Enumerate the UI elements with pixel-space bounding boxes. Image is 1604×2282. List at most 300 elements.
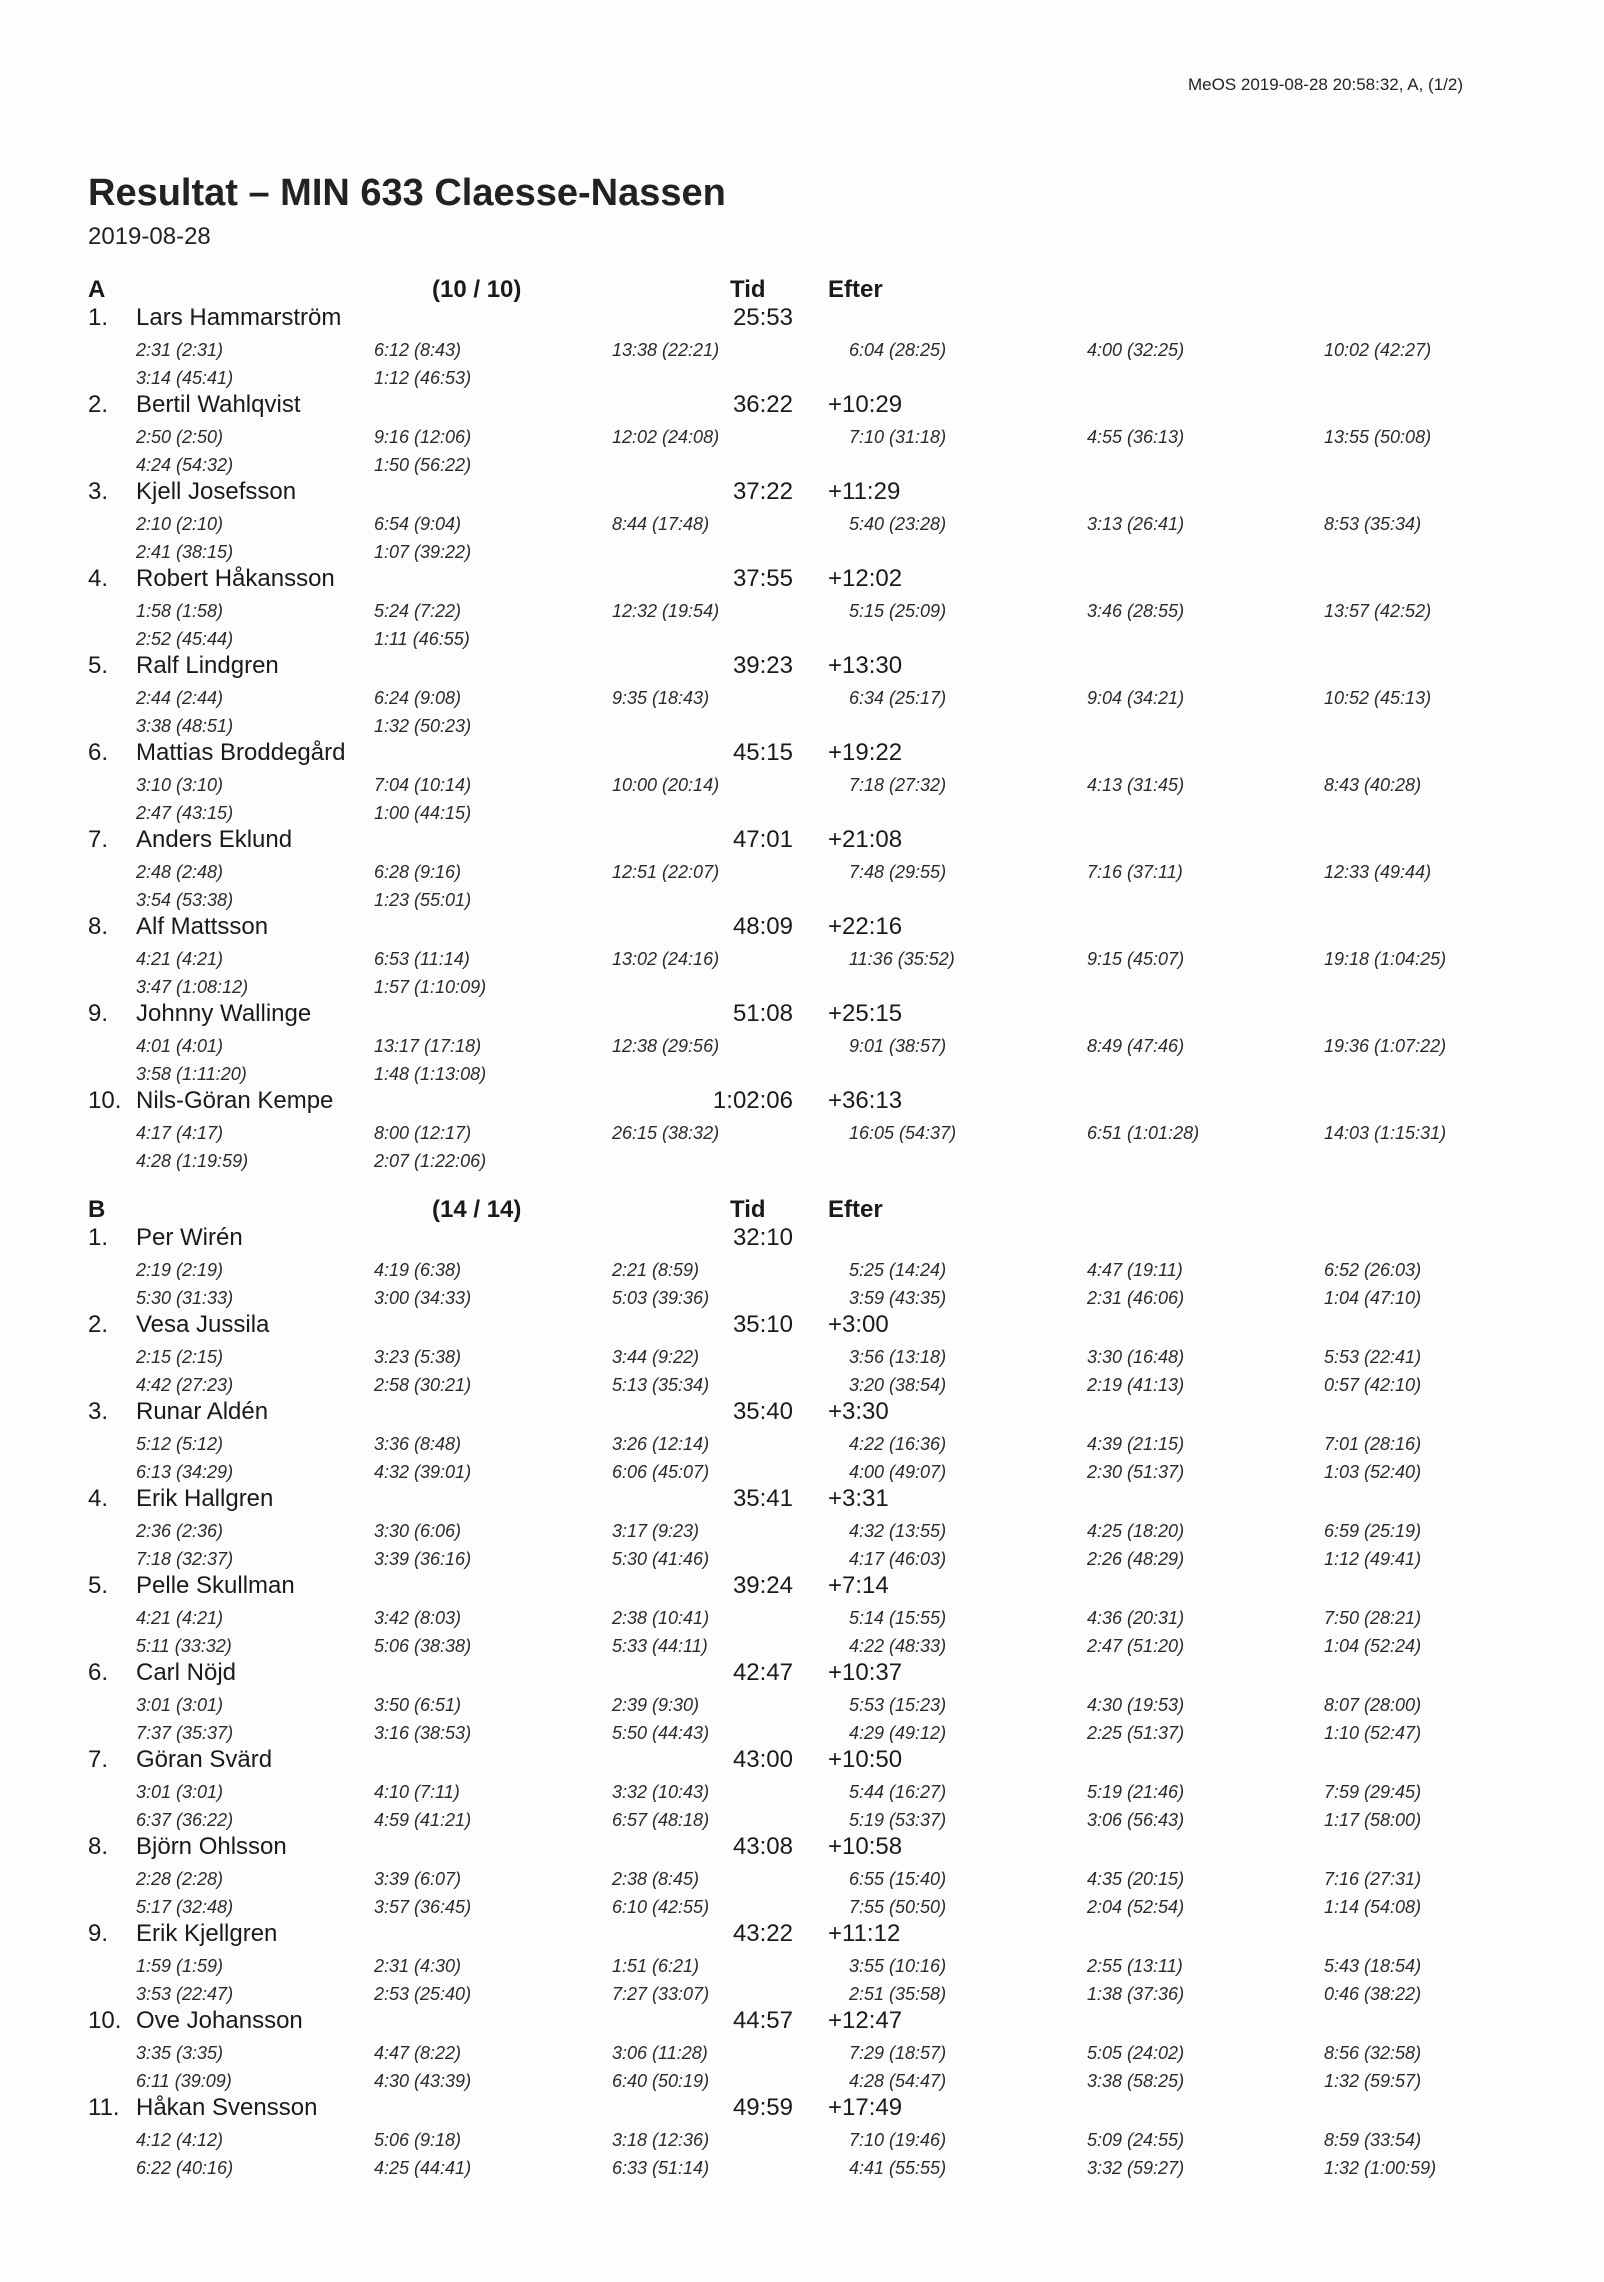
split-time: 8:49 (47:46): [1087, 1036, 1185, 1056]
split-time: 9:16 (12:06): [374, 427, 472, 447]
split-time: 5:40 (23:28): [849, 514, 947, 534]
split-time: 6:54 (9:04): [374, 514, 462, 534]
split-time: 2:28 (2:28): [136, 1869, 224, 1889]
split-time: 7:18 (32:37): [136, 1549, 234, 1569]
result-entry: [0, 913, 1604, 1000]
finish-time: 39:24: [732, 1572, 793, 1599]
split-time: 4:47 (8:22): [374, 2043, 462, 2063]
time-behind: +3:30: [828, 1398, 889, 1425]
time-behind: +3:00: [828, 1311, 889, 1338]
split-time: 10:02 (42:27): [1324, 340, 1432, 360]
split-time: 3:32 (59:27): [1087, 2158, 1185, 2178]
split-times-row: [0, 803, 1604, 827]
finish-time: 37:22: [732, 478, 793, 505]
result-main-row: [0, 304, 1604, 334]
result-entry: [0, 1398, 1604, 1485]
split-time: 3:00 (34:33): [374, 1288, 472, 1308]
split-time: 1:10 (52:47): [1324, 1723, 1422, 1743]
split-time: 4:30 (43:39): [374, 2071, 472, 2091]
finish-time: 44:57: [732, 2007, 793, 2034]
page-title: Resultat – MIN 633 Claesse-Nassen: [88, 172, 726, 214]
time-behind: +7:14: [828, 1572, 889, 1599]
competitor-name: Håkan Svensson: [136, 2094, 318, 2121]
split-times-row: [0, 2071, 1604, 2095]
split-time: 4:55 (36:13): [1087, 427, 1185, 447]
time-column-header: Tid: [730, 1196, 766, 1223]
split-time: 6:59 (25:19): [1324, 1521, 1422, 1541]
split-time: 13:17 (17:18): [374, 1036, 482, 1056]
split-time: 4:59 (41:21): [374, 1810, 472, 1830]
split-time: 1:12 (46:53): [374, 368, 472, 388]
result-main-row: [0, 391, 1604, 421]
time-behind: +10:37: [828, 1659, 903, 1686]
split-time: 0:46 (38:22): [1324, 1984, 1422, 2004]
split-time: 2:51 (35:58): [849, 1984, 947, 2004]
split-time: 5:13 (35:34): [612, 1375, 710, 1395]
split-time: 9:15 (45:07): [1087, 949, 1185, 969]
split-time: 5:44 (16:27): [849, 1782, 947, 1802]
split-time: 1:57 (1:10:09): [374, 977, 487, 997]
split-time: 5:53 (22:41): [1324, 1347, 1422, 1367]
class-label: A: [88, 276, 106, 303]
split-time: 2:47 (43:15): [136, 803, 234, 823]
split-time: 4:47 (19:11): [1087, 1260, 1183, 1280]
finish-time: 51:08: [732, 1000, 793, 1027]
placement: 8.: [88, 1833, 109, 1860]
split-time: 7:16 (27:31): [1324, 1869, 1422, 1889]
split-time: 8:53 (35:34): [1324, 514, 1422, 534]
split-time: 3:46 (28:55): [1087, 601, 1185, 621]
result-main-row: [0, 1833, 1604, 1863]
finish-time: 32:10: [732, 1224, 793, 1251]
split-time: 7:29 (18:57): [849, 2043, 947, 2063]
split-time: 4:29 (49:12): [849, 1723, 947, 1743]
split-time: 1:59 (1:59): [136, 1956, 224, 1976]
split-times-row: [0, 427, 1604, 451]
split-time: 4:17 (4:17): [136, 1123, 224, 1143]
split-time: 6:55 (15:40): [849, 1869, 947, 1889]
page-date: 2019-08-28: [88, 223, 211, 250]
time-behind: +36:13: [828, 1087, 903, 1114]
split-time: 3:16 (38:53): [374, 1723, 472, 1743]
split-times-row: [0, 368, 1604, 392]
finish-time: 35:10: [732, 1311, 793, 1338]
result-main-row: [0, 1398, 1604, 1428]
competitor-name: Runar Aldén: [136, 1398, 269, 1425]
split-time: 5:33 (44:11): [612, 1636, 708, 1656]
time-behind: +3:31: [828, 1485, 889, 1512]
split-time: 7:01 (28:16): [1324, 1434, 1422, 1454]
split-time: 5:12 (5:12): [136, 1434, 224, 1454]
finish-time: 43:00: [732, 1746, 793, 1773]
split-time: 1:04 (52:24): [1324, 1636, 1422, 1656]
split-time: 7:59 (29:45): [1324, 1782, 1422, 1802]
split-time: 4:41 (55:55): [849, 2158, 947, 2178]
split-time: 2:48 (2:48): [136, 862, 224, 882]
split-time: 2:36 (2:36): [136, 1521, 224, 1541]
split-time: 7:04 (10:14): [374, 775, 472, 795]
result-entry: [0, 1746, 1604, 1833]
placement: 7.: [88, 1746, 109, 1773]
result-entry: [0, 826, 1604, 913]
split-time: 13:02 (24:16): [612, 949, 720, 969]
split-time: 1:11 (46:55): [374, 629, 470, 649]
time-behind: +17:49: [828, 2094, 903, 2121]
split-time: 2:19 (41:13): [1087, 1375, 1185, 1395]
split-times-row: [0, 1434, 1604, 1458]
split-time: 8:00 (12:17): [374, 1123, 472, 1143]
split-time: 7:10 (31:18): [849, 427, 947, 447]
split-time: 4:12 (4:12): [136, 2130, 224, 2150]
split-time: 19:18 (1:04:25): [1324, 949, 1447, 969]
split-time: 2:50 (2:50): [136, 427, 224, 447]
split-time: 1:51 (6:21): [612, 1956, 700, 1976]
split-time: 3:30 (6:06): [374, 1521, 462, 1541]
split-time: 3:30 (16:48): [1087, 1347, 1185, 1367]
competitor-name: Erik Kjellgren: [136, 1920, 278, 1947]
split-time: 2:47 (51:20): [1087, 1636, 1185, 1656]
placement: 7.: [88, 826, 109, 853]
split-time: 2:39 (9:30): [612, 1695, 700, 1715]
split-time: 6:34 (25:17): [849, 688, 947, 708]
result-main-row: [0, 826, 1604, 856]
result-entry: [0, 652, 1604, 739]
result-entry: [0, 2094, 1604, 2181]
result-entry: [0, 1833, 1604, 1920]
finish-time: 47:01: [732, 826, 793, 853]
split-time: 2:55 (13:11): [1087, 1956, 1183, 1976]
time-behind: +12:47: [828, 2007, 903, 2034]
finish-time: 43:08: [732, 1833, 793, 1860]
competitor-name: Vesa Jussila: [136, 1311, 270, 1338]
split-time: 5:09 (24:55): [1087, 2130, 1185, 2150]
behind-column-header: Efter: [828, 1196, 883, 1223]
split-time: 26:15 (38:32): [612, 1123, 720, 1143]
split-times-row: [0, 1347, 1604, 1371]
competitor-name: Nils-Göran Kempe: [136, 1087, 334, 1114]
split-time: 4:24 (54:32): [136, 455, 234, 475]
competitor-name: Bertil Wahlqvist: [136, 391, 301, 418]
split-time: 3:01 (3:01): [136, 1782, 224, 1802]
split-time: 6:52 (26:03): [1324, 1260, 1422, 1280]
split-time: 3:55 (10:16): [849, 1956, 947, 1976]
split-time: 5:15 (25:09): [849, 601, 947, 621]
result-entry: [0, 739, 1604, 826]
competitor-name: Ove Johansson: [136, 2007, 303, 2034]
split-time: 3:54 (53:38): [136, 890, 234, 910]
result-main-row: [0, 2007, 1604, 2037]
split-time: 3:06 (11:28): [612, 2043, 708, 2063]
result-entry: [0, 2007, 1604, 2094]
split-time: 5:25 (14:24): [849, 1260, 947, 1280]
split-time: 1:32 (1:00:59): [1324, 2158, 1437, 2178]
split-time: 8:07 (28:00): [1324, 1695, 1422, 1715]
split-time: 7:18 (27:32): [849, 775, 947, 795]
split-times-row: [0, 2158, 1604, 2182]
time-behind: +25:15: [828, 1000, 903, 1027]
split-time: 4:21 (4:21): [136, 1608, 224, 1628]
split-time: 2:31 (2:31): [136, 340, 224, 360]
placement: 10.: [88, 2007, 122, 2034]
split-time: 3:47 (1:08:12): [136, 977, 249, 997]
split-time: 2:10 (2:10): [136, 514, 224, 534]
split-times-row: [0, 1782, 1604, 1806]
section-header: [0, 276, 1604, 306]
split-time: 2:04 (52:54): [1087, 1897, 1185, 1917]
split-time: 8:43 (40:28): [1324, 775, 1422, 795]
split-time: 10:00 (20:14): [612, 775, 720, 795]
split-time: 7:50 (28:21): [1324, 1608, 1422, 1628]
result-main-row: [0, 1311, 1604, 1341]
split-time: 6:53 (11:14): [374, 949, 470, 969]
split-time: 12:38 (29:56): [612, 1036, 720, 1056]
split-time: 3:01 (3:01): [136, 1695, 224, 1715]
finish-time: 36:22: [732, 391, 793, 418]
split-times-row: [0, 1608, 1604, 1632]
split-time: 4:10 (7:11): [374, 1782, 460, 1802]
split-times-row: [0, 862, 1604, 886]
split-time: 3:38 (58:25): [1087, 2071, 1185, 2091]
result-main-row: [0, 1659, 1604, 1689]
split-time: 3:17 (9:23): [612, 1521, 700, 1541]
class-count: (10 / 10): [432, 276, 522, 303]
split-time: 1:17 (58:00): [1324, 1810, 1422, 1830]
placement: 1.: [88, 304, 109, 331]
split-times-row: [0, 775, 1604, 799]
split-time: 2:19 (2:19): [136, 1260, 224, 1280]
split-times-row: [0, 1723, 1604, 1747]
result-main-row: [0, 739, 1604, 769]
split-time: 4:22 (48:33): [849, 1636, 947, 1656]
split-time: 1:14 (54:08): [1324, 1897, 1422, 1917]
split-time: 12:51 (22:07): [612, 862, 720, 882]
finish-time: 35:41: [732, 1485, 793, 1512]
split-time: 4:32 (13:55): [849, 1521, 947, 1541]
result-entry: [0, 1087, 1604, 1174]
split-times-row: [0, 1984, 1604, 2008]
split-time: 6:12 (8:43): [374, 340, 462, 360]
finish-time: 43:22: [732, 1920, 793, 1947]
split-time: 7:55 (50:50): [849, 1897, 947, 1917]
result-entry: [0, 391, 1604, 478]
result-main-row: [0, 1572, 1604, 1602]
split-time: 5:30 (41:46): [612, 1549, 710, 1569]
split-time: 3:32 (10:43): [612, 1782, 710, 1802]
time-behind: +10:58: [828, 1833, 903, 1860]
split-time: 3:14 (45:41): [136, 368, 234, 388]
split-time: 1:07 (39:22): [374, 542, 472, 562]
placement: 9.: [88, 1920, 109, 1947]
placement: 2.: [88, 391, 109, 418]
split-time: 2:44 (2:44): [136, 688, 224, 708]
result-main-row: [0, 1224, 1604, 1254]
result-main-row: [0, 652, 1604, 682]
split-times-row: [0, 1260, 1604, 1284]
finish-time: 49:59: [732, 2094, 793, 2121]
split-time: 7:10 (19:46): [849, 2130, 947, 2150]
finish-time: 48:09: [732, 913, 793, 940]
split-time: 3:57 (36:45): [374, 1897, 472, 1917]
placement: 1.: [88, 1224, 109, 1251]
result-entry: [0, 478, 1604, 565]
split-time: 6:28 (9:16): [374, 862, 462, 882]
split-time: 3:23 (5:38): [374, 1347, 462, 1367]
split-time: 5:03 (39:36): [612, 1288, 710, 1308]
split-time: 0:57 (42:10): [1324, 1375, 1422, 1395]
split-time: 2:53 (25:40): [374, 1984, 472, 2004]
split-time: 8:56 (32:58): [1324, 2043, 1422, 2063]
result-entry: [0, 1485, 1604, 1572]
split-time: 3:10 (3:10): [136, 775, 224, 795]
split-time: 2:21 (8:59): [612, 1260, 700, 1280]
split-time: 5:30 (31:33): [136, 1288, 234, 1308]
split-time: 1:03 (52:40): [1324, 1462, 1422, 1482]
split-time: 6:51 (1:01:28): [1087, 1123, 1200, 1143]
split-time: 3:18 (12:36): [612, 2130, 710, 2150]
split-time: 1:32 (50:23): [374, 716, 472, 736]
split-time: 4:01 (4:01): [136, 1036, 224, 1056]
split-time: 1:04 (47:10): [1324, 1288, 1422, 1308]
class-count: (14 / 14): [432, 1196, 522, 1223]
split-time: 4:36 (20:31): [1087, 1608, 1185, 1628]
finish-time: 25:53: [732, 304, 793, 331]
split-time: 6:33 (51:14): [612, 2158, 710, 2178]
split-time: 9:04 (34:21): [1087, 688, 1185, 708]
split-time: 4:32 (39:01): [374, 1462, 472, 1482]
split-times-row: [0, 629, 1604, 653]
split-time: 5:19 (21:46): [1087, 1782, 1185, 1802]
split-time: 5:17 (32:48): [136, 1897, 234, 1917]
split-time: 3:39 (36:16): [374, 1549, 472, 1569]
competitor-name: Pelle Skullman: [136, 1572, 295, 1599]
split-time: 3:44 (9:22): [612, 1347, 700, 1367]
split-time: 4:25 (18:20): [1087, 1521, 1185, 1541]
split-time: 1:12 (49:41): [1324, 1549, 1422, 1569]
competitor-name: Johnny Wallinge: [136, 1000, 312, 1027]
split-times-row: [0, 340, 1604, 364]
competitor-name: Erik Hallgren: [136, 1485, 274, 1512]
split-time: 5:05 (24:02): [1087, 2043, 1185, 2063]
split-times-row: [0, 601, 1604, 625]
split-times-row: [0, 2130, 1604, 2154]
split-time: 11:36 (35:52): [849, 949, 955, 969]
split-times-row: [0, 1869, 1604, 1893]
competitor-name: Lars Hammarström: [136, 304, 342, 331]
result-main-row: [0, 478, 1604, 508]
split-time: 5:11 (33:32): [136, 1636, 232, 1656]
split-time: 7:48 (29:55): [849, 862, 947, 882]
split-time: 1:50 (56:22): [374, 455, 472, 475]
time-behind: +10:50: [828, 1746, 903, 1773]
time-behind: +11:12: [828, 1920, 901, 1947]
split-time: 1:38 (37:36): [1087, 1984, 1185, 2004]
time-column-header: Tid: [730, 276, 766, 303]
placement: 5.: [88, 652, 109, 679]
split-times-row: [0, 1636, 1604, 1660]
split-time: 4:13 (31:45): [1087, 775, 1185, 795]
split-time: 1:58 (1:58): [136, 601, 224, 621]
split-times-row: [0, 688, 1604, 712]
finish-time: 39:23: [732, 652, 793, 679]
split-time: 4:17 (46:03): [849, 1549, 947, 1569]
split-time: 8:44 (17:48): [612, 514, 710, 534]
split-time: 4:30 (19:53): [1087, 1695, 1185, 1715]
result-main-row: [0, 1000, 1604, 1030]
split-time: 7:16 (37:11): [1087, 862, 1183, 882]
split-time: 4:25 (44:41): [374, 2158, 472, 2178]
result-entry: [0, 1224, 1604, 1311]
split-time: 2:07 (1:22:06): [374, 1151, 487, 1171]
result-entry: [0, 1000, 1604, 1087]
split-time: 16:05 (54:37): [849, 1123, 957, 1143]
split-time: 7:27 (33:07): [612, 1984, 710, 2004]
split-time: 4:35 (20:15): [1087, 1869, 1185, 1889]
split-time: 4:28 (1:19:59): [136, 1151, 249, 1171]
split-time: 8:59 (33:54): [1324, 2130, 1422, 2150]
section-header: [0, 1196, 1604, 1226]
split-time: 4:00 (32:25): [1087, 340, 1185, 360]
split-time: 3:26 (12:14): [612, 1434, 710, 1454]
split-time: 3:50 (6:51): [374, 1695, 462, 1715]
split-time: 2:31 (46:06): [1087, 1288, 1185, 1308]
finish-time: 35:40: [732, 1398, 793, 1425]
split-times-row: [0, 2043, 1604, 2067]
competitor-name: Björn Ohlsson: [136, 1833, 287, 1860]
split-time: 9:35 (18:43): [612, 688, 710, 708]
time-behind: +19:22: [828, 739, 903, 766]
split-time: 2:15 (2:15): [136, 1347, 224, 1367]
placement: 3.: [88, 1398, 109, 1425]
split-time: 4:42 (27:23): [136, 1375, 234, 1395]
split-time: 3:06 (56:43): [1087, 1810, 1185, 1830]
placement: 6.: [88, 1659, 109, 1686]
split-times-row: [0, 1288, 1604, 1312]
finish-time: 45:15: [732, 739, 793, 766]
result-main-row: [0, 1920, 1604, 1950]
placement: 4.: [88, 1485, 109, 1512]
split-time: 2:41 (38:15): [136, 542, 234, 562]
split-times-row: [0, 514, 1604, 538]
split-time: 5:50 (44:43): [612, 1723, 710, 1743]
split-time: 5:06 (38:38): [374, 1636, 472, 1656]
result-main-row: [0, 565, 1604, 595]
split-times-row: [0, 1956, 1604, 1980]
class-label: B: [88, 1196, 106, 1223]
split-time: 4:39 (21:15): [1087, 1434, 1185, 1454]
split-times-row: [0, 1123, 1604, 1147]
split-times-row: [0, 1521, 1604, 1545]
time-behind: +10:29: [828, 391, 903, 418]
split-time: 6:22 (40:16): [136, 2158, 234, 2178]
split-time: 6:37 (36:22): [136, 1810, 234, 1830]
split-time: 2:31 (4:30): [374, 1956, 462, 1976]
behind-column-header: Efter: [828, 276, 883, 303]
split-times-row: [0, 1036, 1604, 1060]
result-main-row: [0, 913, 1604, 943]
split-time: 5:24 (7:22): [374, 601, 462, 621]
split-time: 1:23 (55:01): [374, 890, 472, 910]
split-times-row: [0, 1151, 1604, 1175]
time-behind: +11:29: [828, 478, 901, 505]
split-time: 3:38 (48:51): [136, 716, 234, 736]
competitor-name: Alf Mattsson: [136, 913, 269, 940]
split-time: 13:57 (42:52): [1324, 601, 1432, 621]
competitor-name: Per Wirén: [136, 1224, 243, 1251]
split-time: 6:11 (39:09): [136, 2071, 232, 2091]
placement: 4.: [88, 565, 109, 592]
split-time: 9:01 (38:57): [849, 1036, 947, 1056]
split-time: 6:24 (9:08): [374, 688, 462, 708]
